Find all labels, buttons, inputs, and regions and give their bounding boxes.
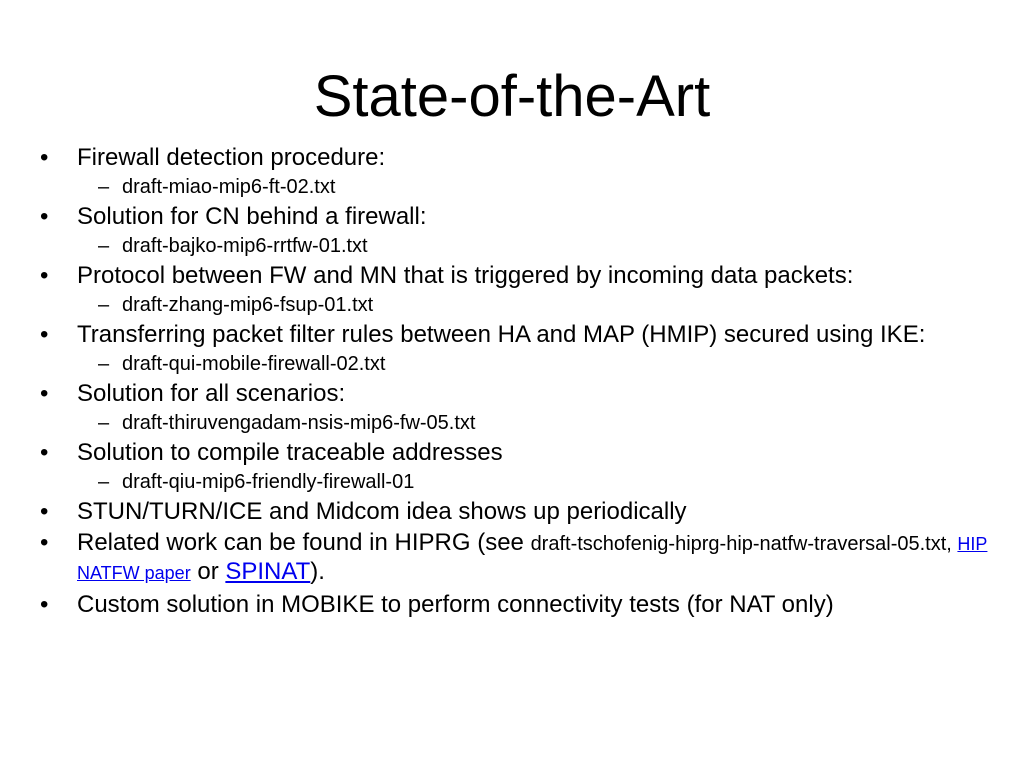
sub-bullet-marker: –	[98, 294, 110, 316]
sub-bullet-text: draft-bajko-mip6-rrtfw-01.txt	[122, 235, 368, 257]
spinat-link[interactable]: SPINAT	[225, 558, 311, 585]
separator-text: ,	[946, 533, 958, 555]
sub-bullet-item	[40, 352, 1000, 376]
bullet-marker: •	[40, 321, 49, 348]
bullet-item	[40, 498, 1000, 525]
sub-bullet-text: draft-qiu-mip6-friendly-firewall-01	[122, 471, 415, 493]
sub-bullet-marker: –	[98, 353, 110, 375]
sub-bullet-marker: –	[98, 412, 110, 434]
sub-bullet-marker: –	[98, 235, 110, 257]
sub-bullet-marker: –	[98, 471, 110, 493]
sub-bullet-item	[40, 234, 1000, 258]
bullet-item	[40, 439, 1000, 466]
bullet-marker: •	[40, 144, 49, 171]
sub-bullet-text: draft-zhang-mip6-fsup-01.txt	[122, 294, 374, 316]
bullet-text: Solution for CN behind a firewall:	[77, 203, 427, 230]
bullet-list	[40, 144, 1000, 618]
slide-title: State-of-the-Art	[313, 64, 711, 129]
bullet-marker: •	[40, 380, 49, 407]
bullet-text: Solution for all scenarios:	[77, 380, 346, 407]
bullet-text: Firewall detection procedure:	[77, 144, 386, 171]
hip-natfw-paper-link[interactable]: HIP NATFW paper	[77, 534, 988, 583]
bullet-item	[40, 321, 1000, 348]
sub-bullet-text: draft-qui-mobile-firewall-02.txt	[122, 353, 386, 375]
sub-bullet-text: draft-miao-mip6-ft-02.txt	[122, 176, 336, 198]
draft-reference: draft-tschofenig-hiprg-hip-natfw-traversal-05.txt	[530, 533, 947, 555]
bullet-text-prefix: Related work can be found in HIPRG (see	[77, 529, 531, 556]
bullet-marker: •	[40, 262, 49, 289]
sub-bullet-item	[40, 175, 1000, 199]
bullet-item	[40, 529, 1000, 587]
bullet-marker: •	[40, 498, 49, 525]
bullet-item	[40, 591, 1000, 618]
bullet-item	[40, 203, 1000, 230]
bullet-text: Custom solution in MOBIKE to perform connectivity tests (for NAT only)	[77, 591, 834, 618]
sub-bullet-text: draft-thiruvengadam-nsis-mip6-fw-05.txt	[122, 412, 476, 434]
bullet-marker: •	[40, 591, 49, 618]
bullet-marker: •	[40, 203, 49, 230]
sub-bullet-item	[40, 470, 1000, 494]
bullet-text: Protocol between FW and MN that is triggered by incoming data packets:	[77, 262, 854, 289]
bullet-item	[40, 380, 1000, 407]
bullet-text: STUN/TURN/ICE and Midcom idea shows up periodically	[77, 498, 687, 525]
bullet-item	[40, 144, 1000, 171]
sub-bullet-item	[40, 411, 1000, 435]
bullet-text: Transferring packet filter rules between HA and MAP (HMIP) secured using IKE:	[77, 321, 926, 348]
sub-bullet-item	[40, 293, 1000, 317]
bullet-text: Solution to compile traceable addresses	[77, 439, 503, 466]
or-text: or	[190, 558, 226, 585]
sub-bullet-marker: –	[98, 176, 110, 198]
bullet-item	[40, 262, 1000, 289]
bullet-marker: •	[40, 529, 49, 556]
bullet-marker: •	[40, 439, 49, 466]
bullet-text-suffix: ).	[310, 558, 325, 585]
